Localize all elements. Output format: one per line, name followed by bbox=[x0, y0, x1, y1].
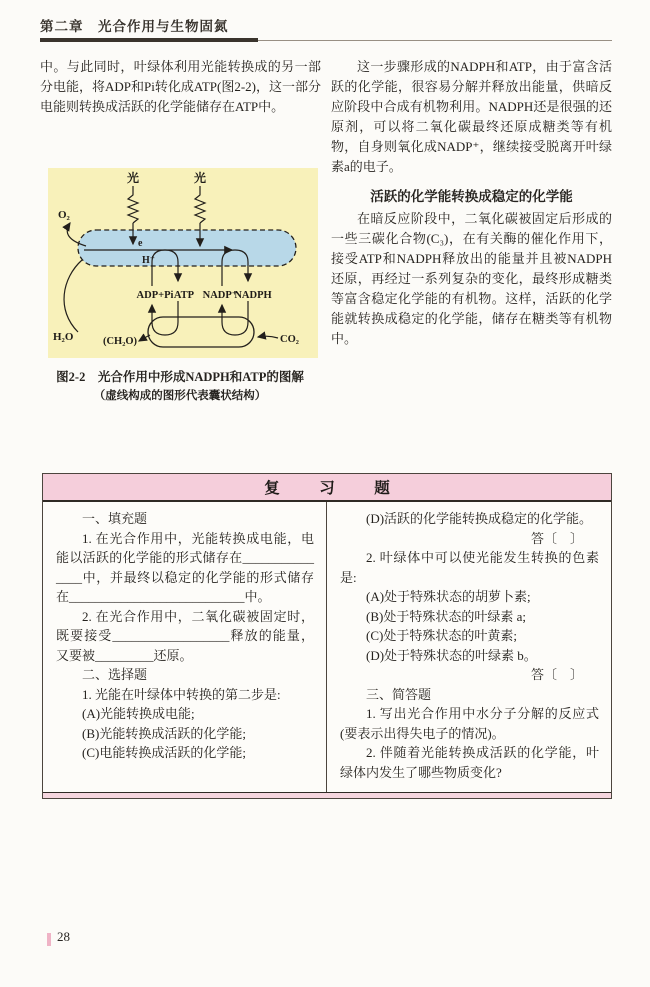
adp-pi-label: ADP+Pi bbox=[136, 290, 174, 301]
header-rule bbox=[40, 38, 612, 43]
figure-caption bbox=[36, 367, 324, 403]
short-answer-question-2: 2. 伴随着光能转换成活跃的化学能，叶绿体内发生了哪些物质变化? bbox=[340, 745, 599, 780]
chapter-title: 第二章 光合作用与生物固氮 bbox=[40, 19, 229, 34]
proton-label: H⁺ bbox=[142, 255, 156, 266]
photosynthesis-diagram bbox=[48, 168, 318, 358]
choice-question-1-option-a: (A)光能转换成电能; bbox=[82, 706, 195, 721]
right-column bbox=[331, 57, 612, 349]
atp-label: ATP bbox=[173, 290, 195, 301]
choice-question-1-option-b: (B)光能转换成活跃的化学能; bbox=[82, 725, 246, 741]
fill-in-question-1: 1. 在光合作用中，光能转换成电能，电能以活跃的化学能的形式储存在_______________中，并最终以稳定的化学能的形式储存在___________________________中。 bbox=[56, 530, 314, 604]
h2o-curve bbox=[64, 260, 82, 332]
review-left-column bbox=[43, 502, 327, 792]
short-answer-question-1: 1. 写出光合作用中水分子分解的反应式(要表示出得失电子的情况)。 bbox=[340, 706, 599, 741]
choice-question-2-stem: 2. 叶绿体中可以使光能发生转换的色素是: bbox=[340, 550, 599, 585]
short-answer-section-title: 三、简答题 bbox=[366, 686, 432, 702]
choice-question-2-option-c: (C)处于特殊状态的叶黄素; bbox=[366, 628, 517, 643]
answer-blank-1: 答〔 〕 bbox=[530, 530, 583, 546]
h2o-label: H₂O bbox=[53, 331, 74, 343]
review-box bbox=[42, 473, 612, 799]
o2-label: O₂ bbox=[58, 209, 70, 221]
chapter-header bbox=[40, 15, 612, 43]
review-right-column bbox=[327, 502, 611, 792]
choice-section-title: 二、选择题 bbox=[82, 667, 148, 682]
left-column bbox=[40, 57, 321, 117]
figure-caption-line1: 图2-2 光合作用中形成NADPH和ATP的图解 bbox=[56, 370, 304, 384]
dark-reaction-capsule bbox=[148, 317, 254, 347]
fill-in-question-2: 2. 在光合作用中，二氧化碳被固定时，既要接受__________________释放的能量，又要被_________还原。 bbox=[56, 608, 314, 663]
section-heading: 活跃的化学能转换成稳定的化学能 bbox=[370, 189, 573, 204]
answer-blank-2: 答〔 〕 bbox=[530, 667, 583, 682]
header-rule-thick bbox=[40, 38, 258, 42]
choice-question-1-option-c: (C)电能转换成活跃的化学能; bbox=[82, 745, 246, 760]
review-footer-bar bbox=[43, 792, 611, 798]
left-paragraph: 中。与此同时，叶绿体利用光能转换成的另一部分电能，将ADP和Pi转化成ATP(图2-2)，这一部分电能则转换成活跃的化学能储存在ATP中。 bbox=[40, 59, 321, 114]
choice-question-1-stem: 1. 光能在叶绿体中转换的第二步是: bbox=[82, 686, 281, 702]
review-body bbox=[43, 502, 611, 792]
co2-arrow bbox=[258, 336, 278, 338]
ch2o-label: (CH₂O) bbox=[102, 336, 138, 347]
ch2o-arrow bbox=[139, 335, 150, 341]
fill-in-section-title: 一、填充题 bbox=[82, 511, 148, 526]
light-wave-left bbox=[128, 186, 138, 223]
choice-question-2-option-a: (A)处于特殊状态的胡萝卜素; bbox=[366, 589, 531, 604]
choice-question-1-option-d: (D)活跃的化学能转换成稳定的化学能。 bbox=[366, 511, 593, 526]
page-number: 28 bbox=[57, 929, 70, 944]
nadp-label: NADP⁺ bbox=[202, 290, 238, 301]
electron-label: e bbox=[138, 238, 143, 249]
review-title: 复 习 题 bbox=[264, 480, 402, 497]
choice-question-2-option-b: (B)处于特殊状态的叶绿素 a; bbox=[366, 608, 526, 624]
light-label-left: 光 bbox=[126, 171, 140, 185]
figure-caption-line2: （虚线构成的图形代表囊状结构） bbox=[93, 390, 267, 402]
right-paragraph-1: 这一步骤形成的NADPH和ATP，由于富含活跃的化学能，很容易分解并释放出能量，供暗反应阶段中合成有机物利用。NADPH还是很强的还原剂，可以将二氧化碳最终还原成糖类等有机物，自身则氧化成NADP⁺，继续接受脱离开叶绿素a的电子。 bbox=[331, 59, 612, 174]
light-wave-right bbox=[195, 186, 205, 223]
thylakoid-capsule bbox=[78, 230, 296, 266]
co2-label: CO₂ bbox=[280, 334, 299, 345]
figure-panel bbox=[48, 168, 318, 358]
right-paragraph-2: 在暗反应阶段中，二氧化碳被固定后形成的一些三碳化合物(C₃)，在有关酶的催化作用下，接受ATP和NADPH释放出的能量并且被NADPH还原，再经过一系列复杂的变化，最终形成糖类等富含稳定化学能的有机物。这样，活跃的化学能就转换成稳定的化学能，储存在糖类等有机物中。 bbox=[331, 211, 612, 346]
atp-consumption-loop bbox=[152, 301, 178, 335]
light-label-right: 光 bbox=[193, 171, 207, 185]
review-header bbox=[43, 474, 611, 502]
choice-question-2-option-d: (D)处于特殊状态的叶绿素 b。 bbox=[366, 647, 537, 663]
page-edge-tick bbox=[47, 933, 51, 946]
nadph-label: NADPH bbox=[234, 290, 272, 301]
